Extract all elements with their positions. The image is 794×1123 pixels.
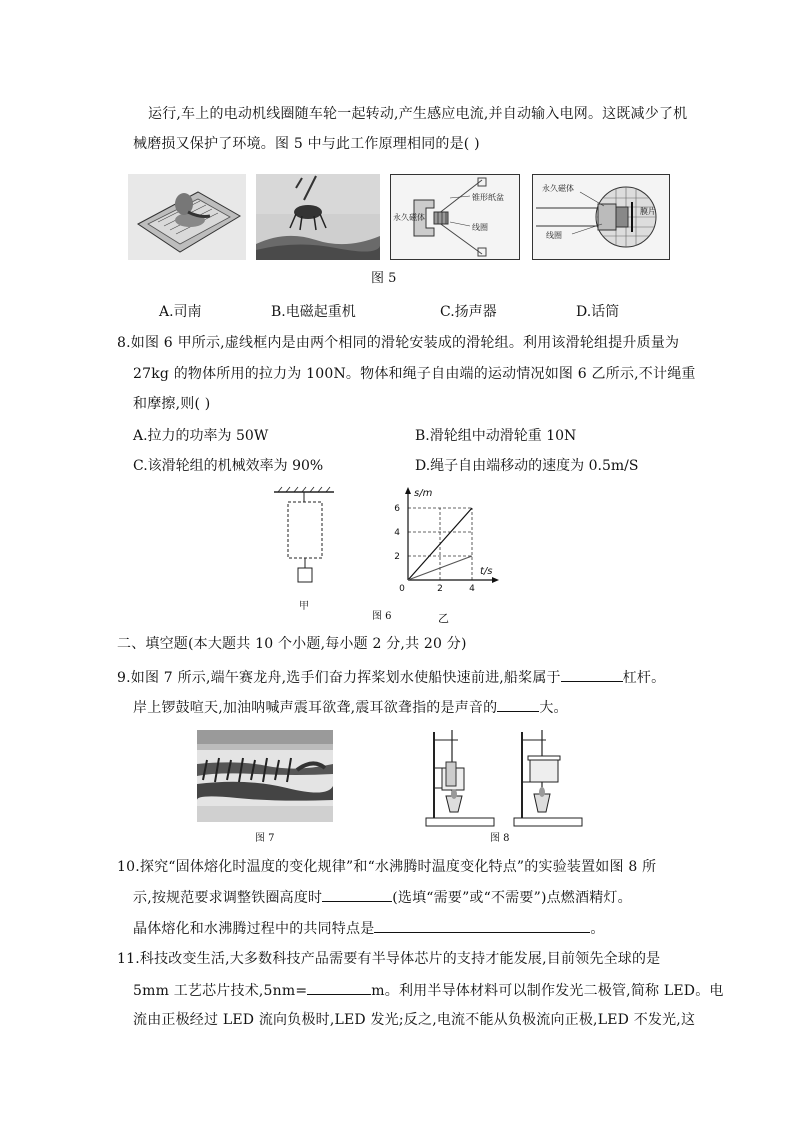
q8-option-b: B.滑轮组中动滑轮重 10N: [415, 428, 577, 444]
fig5-d-label-diaphragm: 膜片: [640, 207, 656, 216]
fig6-jia-pulley-diagram: [270, 486, 350, 596]
q11-line-2-text: 5mm 工艺芯片技术,5nm=: [133, 983, 308, 999]
fig5-caption: 图 5: [371, 271, 397, 286]
fig8-caption: 图 8: [490, 833, 510, 844]
q10-blank-1[interactable]: [322, 887, 392, 902]
fig5-c-label-cone: 锥形纸盆: [472, 193, 504, 202]
q9-line-1-text: 9.如图 7 所示,端午赛龙舟,选手们奋力挥桨划水使船快速前进,船桨属于: [117, 670, 561, 686]
q10-line-2-text: 示,按规范要求调整铁圈高度时: [133, 890, 323, 906]
q8-line-3: 和摩擦,则( ): [133, 396, 211, 412]
q9-line-2-text: 岸上锣鼓喧天,加油呐喊声震耳欲聋,震耳欲聋指的是声音的: [133, 700, 498, 716]
q10-blank-2[interactable]: [374, 918, 590, 933]
q7-option-b: B.电磁起重机: [271, 304, 356, 320]
fig6-jia-label: 甲: [299, 601, 309, 612]
q10-line-2-tail: (选填“需要”或“不需要”)点燃酒精灯。: [392, 890, 632, 906]
fig5-b-crane-image: [256, 174, 380, 260]
fig8-apparatus-diagram: [418, 726, 588, 830]
q9-line-2: [133, 697, 568, 718]
chart-y-axis-arrow: [405, 487, 411, 494]
fig5-a-compass-image: [128, 174, 246, 260]
q11-line-2-tail: m。利用半导体材料可以制作发光二极管,简称 LED。电: [371, 983, 724, 999]
fig5-c-speaker-diagram: [390, 174, 520, 260]
q10-line-2: [133, 887, 632, 908]
q11-line-2: [133, 980, 724, 1001]
chart-ytick-label-1: 4: [394, 528, 400, 538]
fig6-yi-label: 乙: [438, 612, 449, 625]
q10-line-3-tail: 。: [590, 921, 605, 937]
chart-ylabel: s/m: [414, 488, 433, 499]
fig7-dragon-boat-image: [197, 730, 333, 822]
q11-line-1: 11.科技改变生活,大多数科技产品需要有半导体芯片的支持才能发展,目前领先全球的是: [117, 951, 661, 967]
fig5-c-label-magnet: 永久磁体: [393, 213, 425, 222]
q10-line-3-text: 晶体熔化和水沸腾过程中的共同特点是: [133, 921, 375, 937]
q9-blank-1[interactable]: [561, 667, 623, 682]
q11-blank-1[interactable]: [307, 980, 371, 995]
q7-option-c: C.扬声器: [440, 304, 497, 320]
q9-line-2-tail: 大。: [539, 700, 568, 716]
chart-ytick-label-0: 2: [394, 552, 400, 562]
q8-option-c: C.该滑轮组的机械效率为 90%: [133, 458, 324, 474]
q7-line-2: 械磨损又保护了环境。图 5 中与此工作原理相同的是( ): [133, 136, 480, 152]
fig6-caption: 图 6: [372, 611, 392, 622]
chart-xtick-label-2: 4: [469, 584, 475, 594]
q8-option-a: A.拉力的功率为 50W: [133, 428, 269, 444]
chart-xlabel: t/s: [480, 566, 493, 577]
fig5-d-label-coil: 线圈: [546, 231, 562, 240]
q7-option-d: D.话筒: [576, 304, 620, 320]
q7-option-a: A.司南: [159, 304, 202, 320]
q9-line-1: [117, 667, 665, 688]
q7-line-1: 运行,车上的电动机线圈随车轮一起转动,产生感应电流,并自动输入电网。这既减少了机: [148, 106, 688, 122]
chart-xtick-label-0: 0: [399, 584, 405, 594]
chart-ytick-label-2: 6: [394, 504, 400, 514]
q8-option-d: D.绳子自由端移动的速度为 0.5m/S: [415, 458, 639, 474]
section2-heading: 二、填空题(本大题共 10 个小题,每小题 2 分,共 20 分): [117, 636, 467, 652]
q11-line-3: 流由正极经过 LED 流向负极时,LED 发光;反之,电流不能从负极流向正极,LED 不发光,这: [133, 1012, 696, 1028]
fig7-caption: 图 7: [255, 833, 275, 844]
fig5-d-label-magnet: 永久磁体: [542, 184, 574, 193]
fig5-c-label-coil: 线圈: [472, 223, 488, 232]
q8-line-2: 27kg 的物体所用的拉力为 100N。物体和绳子自由端的运动情况如图 6 乙所示,不计绳重: [133, 366, 696, 382]
chart-xtick-label-1: 2: [437, 584, 443, 594]
chart-x-axis-arrow: [492, 577, 499, 583]
fig6-yi-chart: [388, 484, 508, 602]
q10-line-3: [133, 918, 605, 939]
q8-line-1: 8.如图 6 甲所示,虚线框内是由两个相同的滑轮安装成的滑轮组。利用该滑轮组提升质量为: [117, 335, 680, 351]
fig5-d-microphone-diagram: [532, 174, 670, 260]
q10-line-1: 10.探究“固体熔化时温度的变化规律”和“水沸腾时温度变化特点”的实验装置如图 8 所: [117, 859, 657, 875]
q9-blank-2[interactable]: [497, 697, 539, 712]
q9-line-1-tail: 杠杆。: [622, 670, 666, 686]
